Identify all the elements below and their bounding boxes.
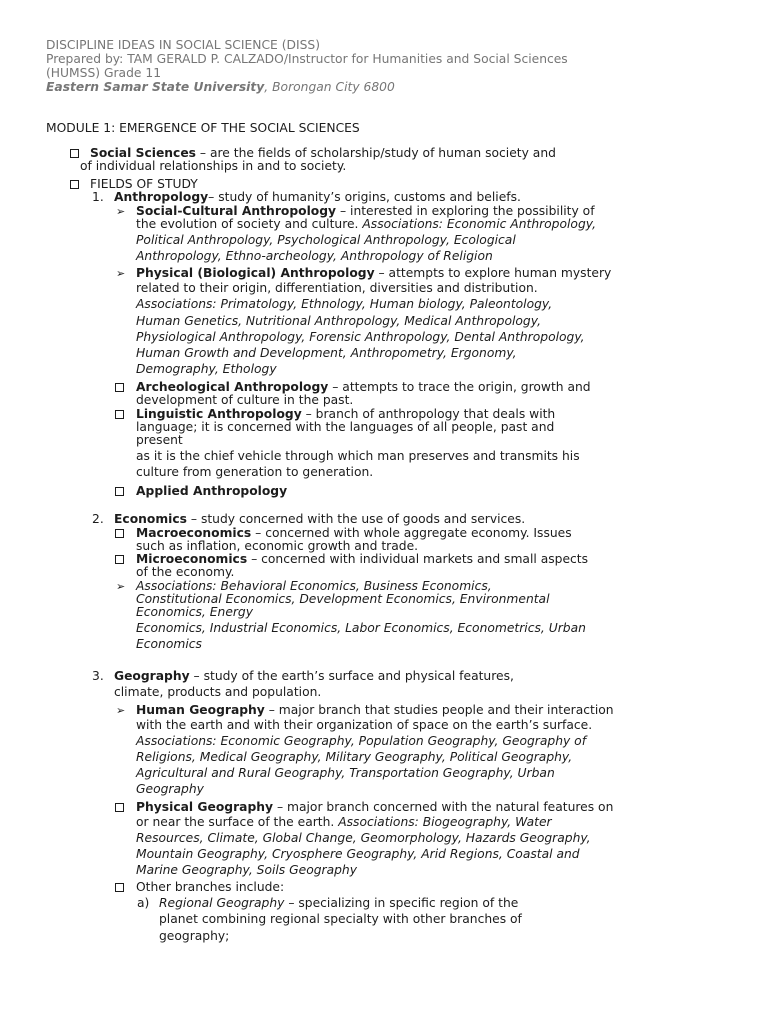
regional-geo-term: Regional Geography: [159, 896, 285, 910]
other-branches-label: Other branches include:: [136, 880, 285, 894]
archeological-line-2: development of culture in the past.: [136, 393, 354, 407]
economics-assoc-3: Economics, Energy: [136, 605, 254, 619]
checkbox-bullet: [115, 487, 124, 496]
university-line: [46, 81, 395, 94]
arrow-bullet-icon: ➢: [116, 704, 126, 717]
human-geo-assoc-4: Geography: [136, 782, 204, 796]
social-cultural-assoc-2: Political Anthropology, Psychological Anthropology, Ecological: [136, 233, 516, 247]
linguistic-line-5: culture from generation to generation.: [136, 465, 374, 479]
applied-anthropology: Applied Anthropology: [136, 484, 288, 498]
university-name: Eastern Samar State University: [46, 80, 265, 94]
human-geo-assoc-3: Agricultural and Rural Geography, Transportation Geography, Urban: [136, 766, 555, 780]
physical-anthro-term: Physical (Biological) Anthropology: [136, 266, 375, 280]
macro-term: Macroeconomics: [136, 526, 252, 540]
geography-def-2: climate, products and population.: [114, 685, 322, 699]
geography-text: – study of the earth’s surface and physical features,: [189, 669, 514, 683]
linguistic-line-2: language; it is concerned with the languages of all people, past and: [136, 420, 555, 434]
checkbox-bullet: [115, 803, 124, 812]
macro-text: – concerned with whole aggregate economy. Issues: [251, 526, 572, 540]
physical-geo-term: Physical Geography: [136, 800, 274, 814]
physical-geo-assoc-2: Resources, Climate, Global Change, Geomorphology, Hazards Geography,: [136, 831, 591, 845]
regional-geo-text: – specializing in specific region of the: [284, 896, 519, 910]
micro-term: Microeconomics: [136, 552, 248, 566]
arrow-bullet-icon: ➢: [116, 580, 126, 593]
social-cultural-text-2: the evolution of society and culture.: [136, 217, 363, 231]
physical-geo-line: [136, 801, 613, 814]
regional-geo-line-3: geography;: [159, 929, 230, 943]
physical-geo-text-2: or near the surface of the earth.: [136, 815, 339, 829]
list-letter: a): [137, 896, 150, 910]
arrow-bullet-icon: ➢: [116, 267, 126, 280]
course-title: DISCIPLINE IDEAS IN SOCIAL SCIENCE (DISS): [46, 38, 321, 52]
social-sciences-def-2: of individual relationships in and to society.: [80, 159, 347, 173]
prepared-by-line-2: (HUMSS) Grade 11: [46, 66, 162, 80]
human-geo-line-2: with the earth and with their organization of space on the earth’s surface.: [136, 718, 593, 732]
physical-geo-text: – major branch concerned with the natural features on: [273, 800, 614, 814]
social-cultural-assoc-3: Anthropology, Ethno-archeology, Anthropology of Religion: [136, 249, 493, 263]
linguistic-text: – branch of anthropology that deals with: [301, 407, 556, 421]
social-sciences-term: Social Sciences: [90, 146, 197, 160]
linguistic-line-3: present: [136, 433, 183, 447]
macro-line-2: such as inflation, economic growth and trade.: [136, 539, 419, 553]
checkbox-bullet: [115, 410, 124, 419]
physical-geo-assoc: Associations: Biogeography, Water: [338, 815, 552, 829]
archeological-term: Archeological Anthropology: [136, 380, 329, 394]
micro-line-2: of the economy.: [136, 565, 235, 579]
physical-geo-line-2: [136, 816, 552, 829]
regional-geo-line: [159, 897, 518, 910]
checkbox-bullet: [70, 180, 79, 189]
module-title: MODULE 1: EMERGENCE OF THE SOCIAL SCIENCES: [46, 121, 360, 135]
prepared-by-line: Prepared by: TAM GERALD P. CALZADO/Instructor for Humanities and Social Sciences: [46, 52, 568, 66]
economics-assoc-4: Economics, Industrial Economics, Labor Economics, Econometrics, Urban: [136, 621, 586, 635]
micro-text: – concerned with individual markets and small aspects: [247, 552, 589, 566]
linguistic-line-4: as it is the chief vehicle through which man preserves and transmits his: [136, 449, 580, 463]
fields-heading: FIELDS OF STUDY: [90, 177, 198, 191]
physical-anthro-line: [136, 267, 611, 280]
physical-anthro-text: – attempts to explore human mystery: [374, 266, 612, 280]
checkbox-bullet: [115, 383, 124, 392]
geography-def: [114, 670, 514, 683]
university-city: , Borongan City 6800: [264, 80, 395, 94]
checkbox-bullet: [70, 149, 79, 158]
social-cultural-term: Social-Cultural Anthropology: [136, 204, 337, 218]
list-number: 2.: [92, 512, 104, 526]
physical-geo-assoc-3: Mountain Geography, Cryosphere Geography, Arid Regions, Coastal and: [136, 847, 580, 861]
physical-anthro-assoc-1: Associations: Primatology, Ethnology, Human biology, Paleontology,: [136, 297, 553, 311]
physical-anthro-assoc-3: Physiological Anthropology, Forensic Anthropology, Dental Anthropology,: [136, 330, 585, 344]
social-sciences-text: – are the fields of scholarship/study of human society and: [196, 146, 556, 160]
regional-geo-line-2: planet combining regional specialty with other branches of: [159, 912, 522, 926]
list-number: 3.: [92, 669, 104, 683]
physical-anthro-assoc-4: Human Growth and Development, Anthropometry, Ergonomy,: [136, 346, 517, 360]
social-cultural-text: – interested in exploring the possibility of: [336, 204, 595, 218]
physical-anthro-line-2: related to their origin, differentiation, diversities and distribution.: [136, 281, 538, 295]
anthropology-text: – study of humanity’s origins, customs and beliefs.: [208, 190, 521, 204]
economics-text: – study concerned with the use of goods and services.: [186, 512, 526, 526]
physical-anthro-assoc-2: Human Genetics, Nutritional Anthropology, Medical Anthropology,: [136, 314, 541, 328]
economics-assoc-2: Constitutional Economics, Development Economics, Environmental: [136, 592, 550, 606]
anthropology-term: Anthropology: [114, 190, 209, 204]
checkbox-bullet: [115, 883, 124, 892]
economics-def: [114, 513, 525, 526]
physical-anthro-assoc-5: Demography, Ethology: [136, 362, 277, 376]
archeological-text: – attempts to trace the origin, growth and: [328, 380, 591, 394]
human-geo-assoc-2: Religions, Medical Geography, Military Geography, Political Geography,: [136, 750, 573, 764]
geography-term: Geography: [114, 669, 190, 683]
economics-assoc-5: Economics: [136, 637, 202, 651]
arrow-bullet-icon: ➢: [116, 205, 126, 218]
human-geo-term: Human Geography: [136, 703, 265, 717]
economics-term: Economics: [114, 512, 187, 526]
anthropology-def: [114, 191, 521, 204]
social-cultural-assoc: Associations: Economic Anthropology,: [362, 217, 596, 231]
human-geo-text: – major branch that studies people and their interaction: [264, 703, 614, 717]
checkbox-bullet: [115, 529, 124, 538]
human-geo-assoc-1: Associations: Economic Geography, Population Geography, Geography of: [136, 734, 587, 748]
social-cultural-line-2: [136, 218, 596, 231]
human-geo-line: [136, 704, 614, 717]
list-number: 1.: [92, 190, 104, 204]
physical-geo-assoc-4: Marine Geography, Soils Geography: [136, 863, 358, 877]
checkbox-bullet: [115, 555, 124, 564]
linguistic-term: Linguistic Anthropology: [136, 407, 302, 421]
economics-assoc-1: Associations: Behavioral Economics, Business Economics,: [136, 579, 492, 593]
